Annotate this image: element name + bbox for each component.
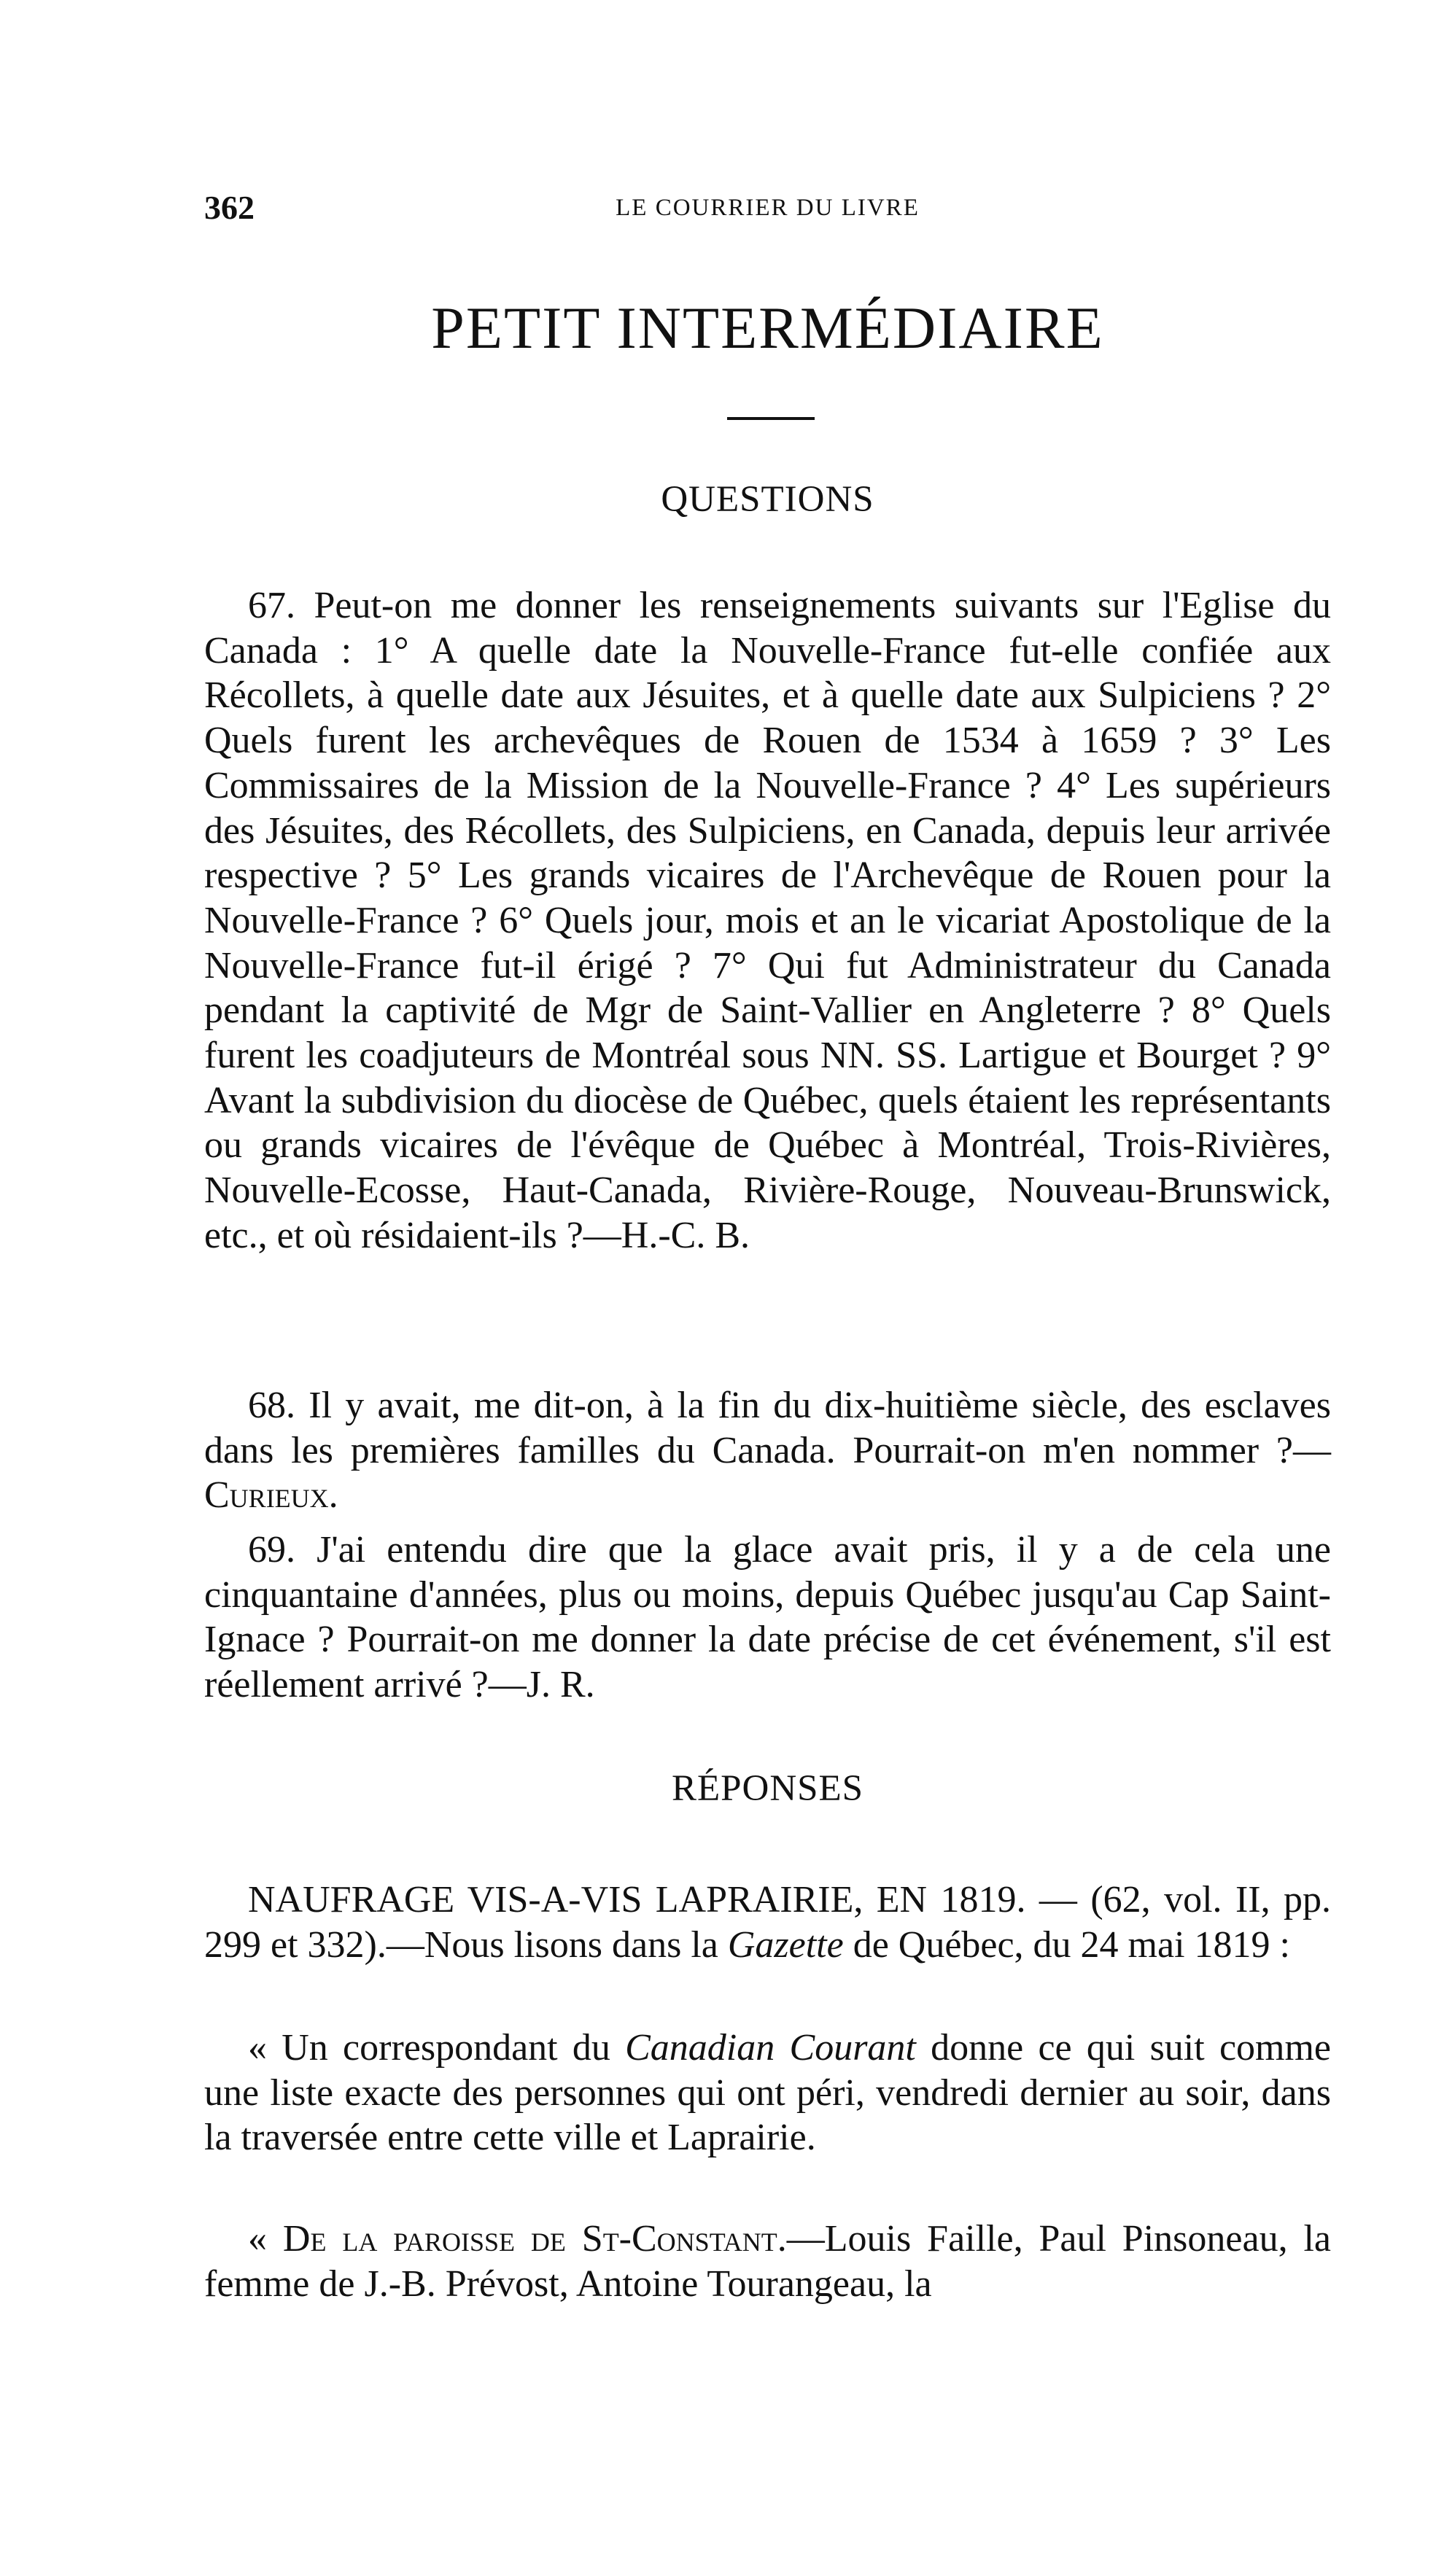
answer-62-parish-name: De la paroisse de St-Constant. — [282, 2218, 787, 2260]
question-68-text: 68. Il y avait, me dit-on, à la fin du dix-huitième siècle, des esclaves dans les premières familles du Canada. Pourrait-on m'en nommer ?— — [204, 1385, 1331, 1471]
answer-62-parish-list — [204, 2217, 1331, 2306]
answer-62-quote — [204, 2026, 1331, 2160]
question-68 — [204, 1383, 1331, 1518]
answer-62-title: NAUFRAGE VIS-A-VIS LAPRAIRIE, EN 1819. — — [248, 1879, 1077, 1921]
question-67: 67. Peut-on me donner les renseignements suivants sur l'Eglise du Canada : 1° A quelle date la Nouvelle-France fut-elle confiée aux Récollets, à quelle date aux Jésuites, et à quelle date aux Sulpiciens ? 2° Quels furent les archevêques de Rouen de 1534 à 1659 ? 3° Les Commissaires de la Mission de la Nouvelle-France ? 4° Les supérieurs des Jésuites, des Récollets, des Sulpiciens, en Canada, depuis leur arrivée respective ? 5° Les grands vicaires de l'Archevêque de Rouen pour la Nouvelle-France ? 6° Quels jour, mois et an le vicariat Apostolique de la Nouvelle-France fut-il érigé ? 7° Qui fut Administrateur du Canada pendant la captivité de Mgr de Saint-Vallier en Angleterre ? 8° Quels furent les coadjuteurs de Montréal sous NN. SS. Lartigue et Bourget ? 9° Avant la subdivision du diocèse de Québec, quels étaient les représentants ou grands vicaires de l'évêque de Québec à Montréal, Trois-Rivières, Nouvelle-Ecosse, Haut-Canada, Rivière-Rouge, Nouveau-Brunswick, etc., et où résidaient-ils ?—H.-C. B. — [204, 585, 1331, 1256]
title-divider — [727, 417, 815, 420]
section-title: PETIT INTERMÉDIAIRE — [431, 295, 1104, 361]
answer-62-quote-open: « Un correspondant du — [248, 2027, 626, 2069]
answers-heading: RÉPONSES — [671, 1768, 864, 1809]
questions-heading: QUESTIONS — [661, 479, 874, 520]
answer-62-parish-open: « — [248, 2218, 283, 2260]
answer-62-quote-rest: donne ce qui suit comme une liste exacte des personnes qui ont péri, vendredi dernier au soir, dans la traversée entre cette ville et Laprairie. — [204, 2027, 1332, 2159]
answer-62-reference: (62, vol. II, pp. 299 et 332).—Nous lisons dans la — [204, 1879, 1331, 1966]
answer-62-newspaper: Canadian Courant — [625, 2027, 916, 2069]
question-69: 69. J'ai entendu dire que la glace avait pris, il y a de cela une cinquantaine d'années, plus ou moins, depuis Québec jusqu'au Cap Saint-Ignace ? Pourrait-on me donner la date précise de cet événement, s'il est réellement arrivé ?—J. R. — [204, 1529, 1331, 1706]
page-number: 362 — [204, 189, 255, 226]
journal-title: LE COURRIER DU LIVRE — [616, 195, 920, 221]
question-68-signature: Curieux. — [204, 1474, 338, 1517]
running-head — [204, 186, 1331, 230]
answer-62-intro — [204, 1877, 1331, 1967]
answer-62-reference-end: de Québec, du 24 mai 1819 : — [843, 1923, 1290, 1966]
answer-62-parish-rest: —Louis Faille, Paul Pinsoneau, la femme de J.-B. Prévost, Antoine Tourangeau, la — [204, 2218, 1332, 2305]
answer-62-gazette: Gazette — [727, 1923, 844, 1966]
